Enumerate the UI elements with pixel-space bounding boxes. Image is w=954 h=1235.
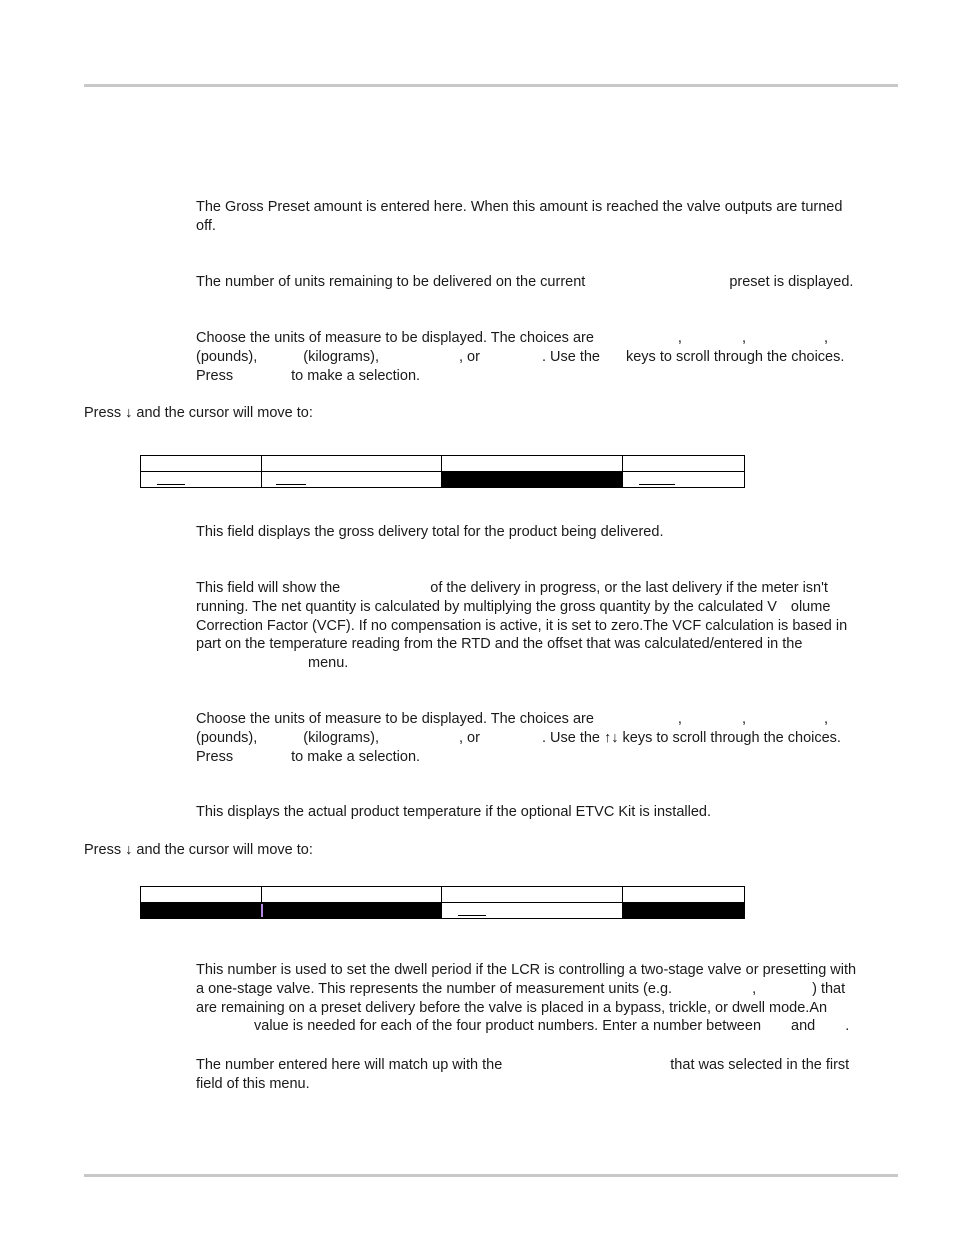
grid-row (141, 456, 745, 472)
grid-cell-highlighted (141, 903, 262, 919)
grid-cell-highlighted (623, 903, 745, 919)
grid-cell (623, 472, 745, 488)
down-arrow-icon: ↓ (125, 842, 133, 858)
grid-cell (141, 472, 262, 488)
dwell-period-description: This number is used to set the dwell period if the LCR is controlling a two-stage valve or presetting with a one-stage valve. This represents the number of measurement units (e.g. , ) that are remaining on a preset delivery before the valve is placed in a bypass, trickle, or dwell mode.An value is needed for each of the four product numbers. Enter a number between and . (196, 962, 857, 1035)
display-field-grid-2 (140, 886, 745, 919)
grid-cell (262, 472, 442, 488)
grid-row (141, 903, 745, 919)
grid-cell-highlighted (442, 472, 623, 488)
grid-cell (141, 887, 262, 903)
header-rule (84, 84, 898, 87)
grid-row (141, 472, 745, 488)
cursor-underline (458, 915, 486, 917)
temperature-description: This displays the actual product temperature if the optional ETVC Kit is installed. (196, 804, 712, 820)
grid-cell (442, 456, 623, 472)
grid-row (141, 887, 745, 903)
gross-preset-description: The Gross Preset amount is entered here. When this amount is reached the valve outputs are turned off. (196, 199, 843, 234)
grid-cell (262, 887, 442, 903)
cursor-move-instruction-2: Press ↓ and the cursor will move to: (84, 842, 313, 858)
cursor-underline (157, 484, 185, 486)
units-choice-description-2: Choose the units of measure to be displayed. The choices are , , , (pounds), (kilograms), , or . Use the ↑↓ keys to scroll through the choices. Press to make a selection. (196, 711, 841, 765)
footer-rule (84, 1174, 898, 1177)
grid-cell (623, 456, 745, 472)
grid-cell (442, 887, 623, 903)
net-quantity-description: This field will show the of the delivery in progress, or the last delivery if the meter isn't running. The net quantity is calculated by multiplying the gross quantity by the calculated V olume Correction Factor (VCF). If no compensation is active, it is set to zero.The VCF calculation is based in part on the temperature reading from the RTD and the offset that was calculated/entered in the menu. (196, 580, 848, 672)
display-field-grid-1 (140, 455, 745, 488)
cursor-underline (276, 484, 306, 486)
cursor-move-instruction-1: Press ↓ and the cursor will move to: (84, 405, 313, 421)
remaining-units-description: The number of units remaining to be delivered on the current preset is displayed. (196, 274, 854, 290)
down-arrow-icon: ↓ (125, 405, 133, 421)
product-number-description: The number entered here will match up with the that was selected in the first field of this menu. (196, 1057, 850, 1092)
gross-total-description: This field displays the gross delivery total for the product being delivered. (196, 524, 664, 540)
up-down-arrow-icon: ↑↓ (604, 729, 619, 746)
grid-cell (442, 903, 623, 919)
units-choice-description-1: Choose the units of measure to be displayed. The choices are , , , (pounds), (kilograms), , or . Use the keys to scroll through the choices. Press to make a selection. (196, 330, 845, 384)
grid-cell-highlighted (262, 903, 442, 919)
cursor-underline (639, 484, 675, 486)
grid-cell (141, 456, 262, 472)
grid-cell (623, 887, 745, 903)
grid-cell (262, 456, 442, 472)
